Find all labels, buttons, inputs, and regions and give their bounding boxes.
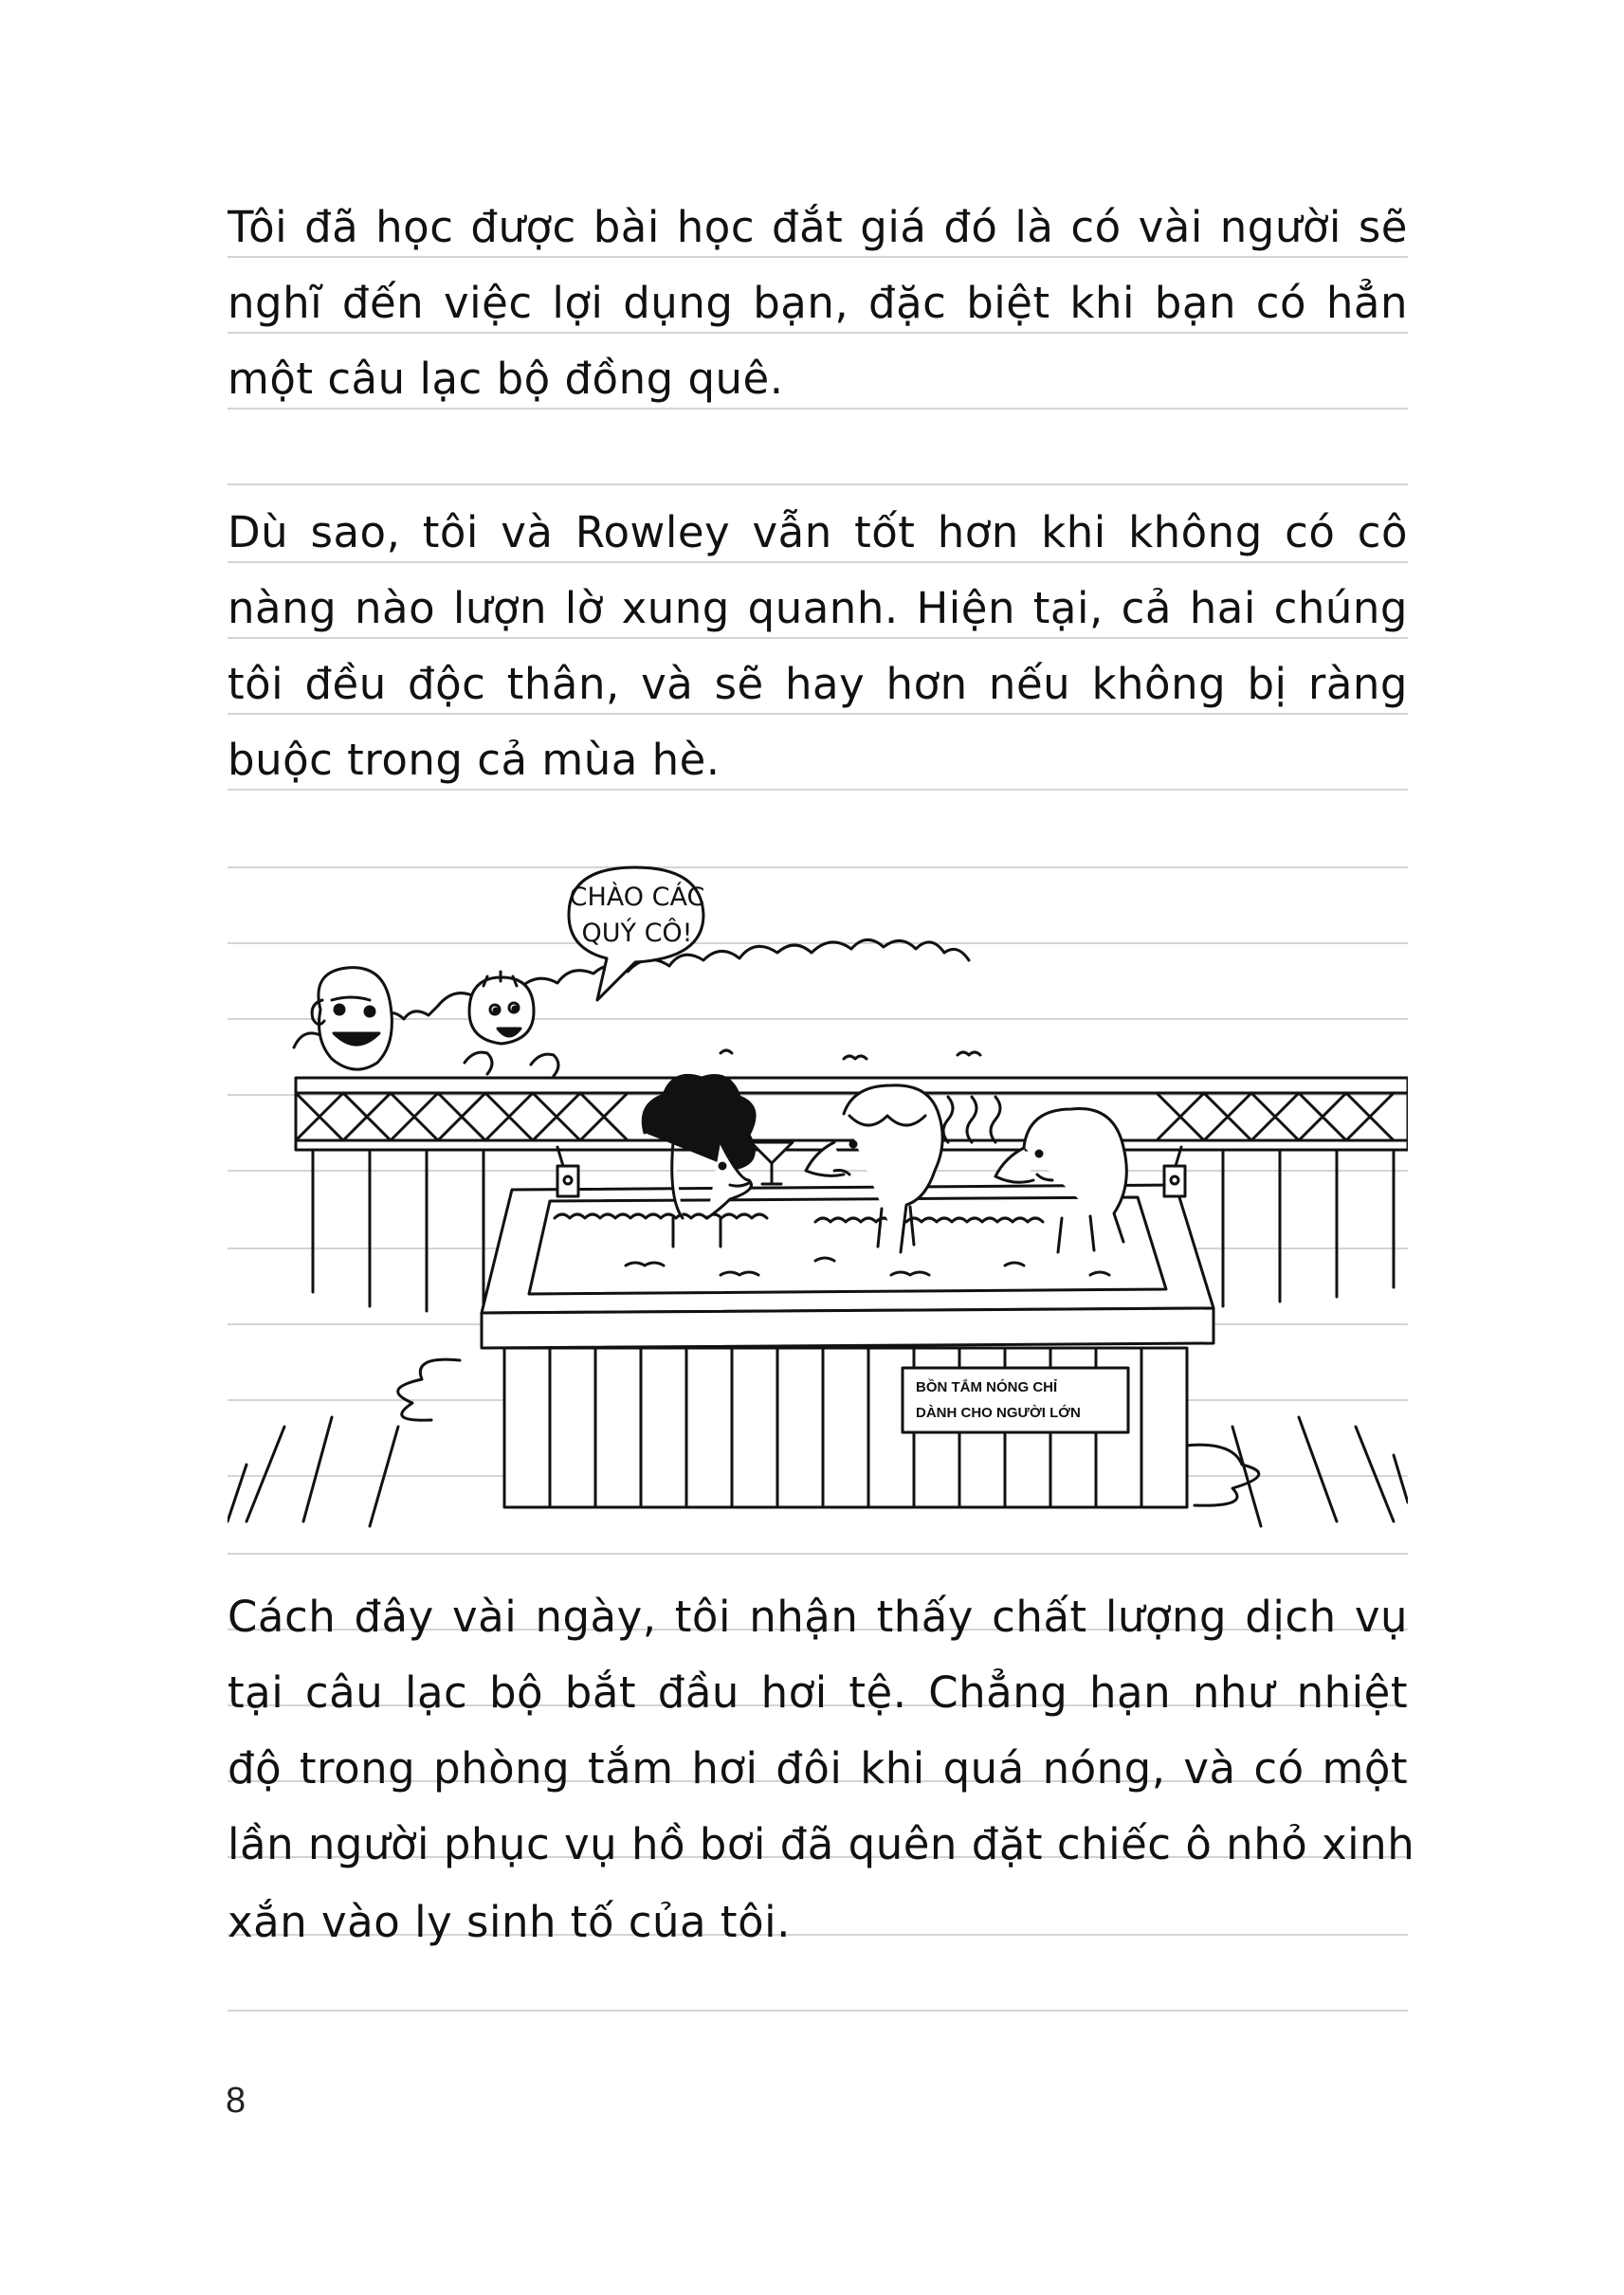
ruled-line	[228, 483, 1408, 485]
boy-greg	[465, 972, 558, 1076]
text-line: một câu lạc bộ đồng quê.	[228, 354, 784, 404]
fence-top-rail	[296, 1078, 1408, 1093]
text-line: nghĩ đến việc lợi dụng bạn, đặc biệt khi bạn có hẳn	[228, 278, 1408, 328]
drink-glass-left	[557, 1147, 578, 1196]
hot-tub-illustration	[228, 858, 1408, 1531]
text-line: xắn vào ly sinh tố của tôi.	[228, 1897, 791, 1947]
ruled-line	[228, 256, 1408, 258]
page-number: 8	[226, 2081, 246, 2121]
sign-line: BỒN TẮM NÓNG CHỈ	[916, 1379, 1058, 1395]
text-line: lần người phục vụ hồ bơi đã quên đặt chiếc ô nhỏ xinh	[228, 1819, 1415, 1869]
water-puddle	[398, 1359, 460, 1420]
text-line: tại câu lạc bộ bắt đầu hơi tệ. Chẳng hạn như nhiệt	[228, 1667, 1408, 1718]
text-line: Cách đây vài ngày, tôi nhận thấy chất lượng dịch vụ	[228, 1592, 1408, 1642]
ruled-line	[228, 713, 1408, 715]
ruled-line	[228, 637, 1408, 639]
ruled-line	[228, 2010, 1408, 2012]
text-line: độ trong phòng tắm hơi đôi khi quá nóng, và có một	[228, 1743, 1408, 1794]
speech-bubble-line: CHÀO CÁC	[569, 883, 705, 912]
fence-lattice	[296, 1093, 1394, 1140]
sign-line: DÀNH CHO NGƯỜI LỚN	[916, 1405, 1081, 1421]
text-line: nàng nào lượn lờ xung quanh. Hiện tại, cả hai chúng	[228, 583, 1408, 633]
speech-bubble-line: QUÝ CÔ!	[581, 919, 693, 948]
text-line: tôi đều độc thân, và sẽ hay hơn nếu không bị ràng	[228, 659, 1408, 709]
hot-tub-sign	[903, 1368, 1128, 1432]
text-line: Tôi đã học được bài học đắt giá đó là có vài người sẽ	[228, 202, 1408, 252]
ruled-line	[228, 561, 1408, 563]
ruled-line	[228, 408, 1408, 410]
boy-rowley	[312, 968, 392, 1069]
ruled-line	[228, 332, 1408, 334]
text-line: Dù sao, tôi và Rowley vẫn tốt hơn khi không có cô	[228, 507, 1408, 557]
ruled-line	[228, 1553, 1408, 1555]
steam	[943, 1097, 1000, 1142]
text-line: buộc trong cả mùa hè.	[228, 735, 721, 785]
ruled-line	[228, 789, 1408, 791]
martini-glass	[751, 1142, 793, 1184]
drink-glass-right	[1164, 1147, 1185, 1196]
